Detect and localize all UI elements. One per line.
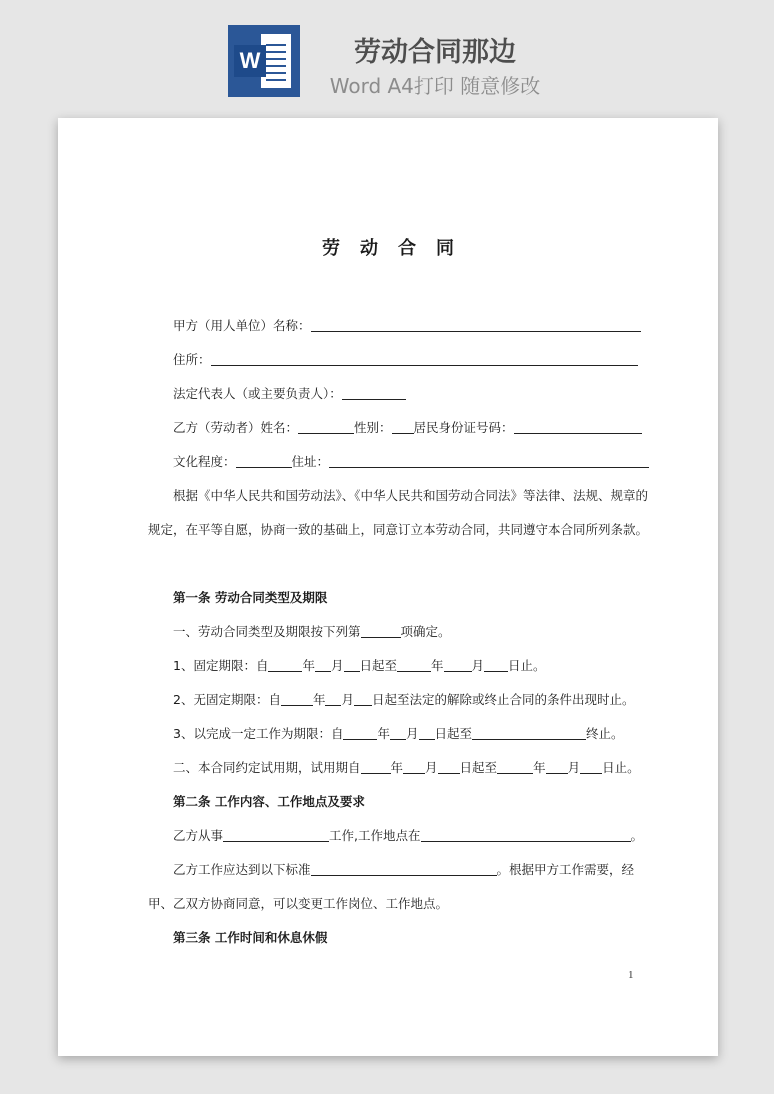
blank-field[interactable] xyxy=(329,453,649,468)
blank-field[interactable] xyxy=(311,861,497,876)
blank-field[interactable] xyxy=(472,725,586,740)
blank-field[interactable] xyxy=(580,759,602,774)
article-1-heading: 第一条 劳动合同类型及期限 xyxy=(173,590,328,605)
blank-field[interactable] xyxy=(236,453,292,468)
legal-rep-line: 法定代表人（或主要负责人）： xyxy=(173,385,406,403)
blank-field[interactable] xyxy=(546,759,568,774)
blank-field[interactable] xyxy=(311,317,641,332)
blank-field[interactable] xyxy=(497,759,533,774)
document-title: 劳动合同 xyxy=(322,238,474,259)
article-1-open-term: 2、无固定期限：自 年 月 日起至法定的解除或终止合同的条件出现时止。 xyxy=(173,692,635,707)
blank-field[interactable] xyxy=(421,827,631,842)
header-subtitle: Word A4打印 随意修改 xyxy=(329,74,541,98)
blank-field[interactable] xyxy=(361,759,391,774)
blank-field[interactable] xyxy=(268,657,302,672)
preamble-line-2: 规定，在平等自愿，协商一致的基础上，同意订立本劳动合同，共同遵守本合同所列条款。 xyxy=(148,522,649,537)
blank-field[interactable] xyxy=(344,657,360,672)
party-a-name-line: 甲方（用人单位）名称： xyxy=(173,317,641,335)
blank-field[interactable] xyxy=(343,725,377,740)
blank-field[interactable] xyxy=(438,759,460,774)
article-1-task-term: 3、以完成一定工作为期限：自 年 月 日起至 终止。 xyxy=(173,726,624,741)
blank-field[interactable] xyxy=(342,385,406,400)
header-title: 劳动合同那边 xyxy=(354,37,516,68)
article-2-line-3: 甲、乙双方协商同意，可以变更工作岗位、工作地点。 xyxy=(148,896,449,911)
preamble-line-1: 根据《中华人民共和国劳动法》、《中华人民共和国劳动合同法》等法律、法规、规章的 xyxy=(173,488,649,503)
blank-field[interactable] xyxy=(392,419,414,434)
party-b-line: 乙方（劳动者）姓名： 性别： 居民身份证号码： xyxy=(173,419,642,437)
blank-field[interactable] xyxy=(298,419,354,434)
article-1-trial: 二、本合同约定试用期，试用期自 年 月 日起至 年 月 日止。 xyxy=(173,760,640,775)
blank-field[interactable] xyxy=(444,657,472,672)
blank-field[interactable] xyxy=(354,691,372,706)
article-2-line-1: 乙方从事 工作,工作地点在 。 xyxy=(173,828,644,843)
blank-field[interactable] xyxy=(390,725,406,740)
blank-field[interactable] xyxy=(211,351,638,366)
word-icon-letter: W xyxy=(234,45,266,77)
blank-field[interactable] xyxy=(403,759,425,774)
blank-field[interactable] xyxy=(361,623,401,638)
blank-field[interactable] xyxy=(484,657,508,672)
blank-field[interactable] xyxy=(419,725,435,740)
blank-field[interactable] xyxy=(397,657,431,672)
document-page xyxy=(58,118,718,1056)
blank-field[interactable] xyxy=(325,691,341,706)
article-3-heading: 第三条 工作时间和休息休假 xyxy=(173,930,328,945)
article-2-heading: 第二条 工作内容、工作地点及要求 xyxy=(173,794,365,809)
article-1-line-1: 一、劳动合同类型及期限按下列第 项确定。 xyxy=(173,624,451,639)
blank-field[interactable] xyxy=(223,827,329,842)
header-banner xyxy=(0,0,774,118)
word-icon xyxy=(228,25,300,97)
blank-field[interactable] xyxy=(281,691,313,706)
article-2-line-2: 乙方工作应达到以下标准 。根据甲方工作需要，经 xyxy=(173,862,635,877)
page-number: 1 xyxy=(628,969,634,981)
article-1-fixed-term: 1、固定期限：自 年 月 日起至 年 月 日止。 xyxy=(173,658,546,673)
party-a-address-line: 住所： xyxy=(173,351,638,369)
education-address-line: 文化程度： 住址： xyxy=(173,453,649,471)
blank-field[interactable] xyxy=(315,657,331,672)
blank-field[interactable] xyxy=(514,419,642,434)
